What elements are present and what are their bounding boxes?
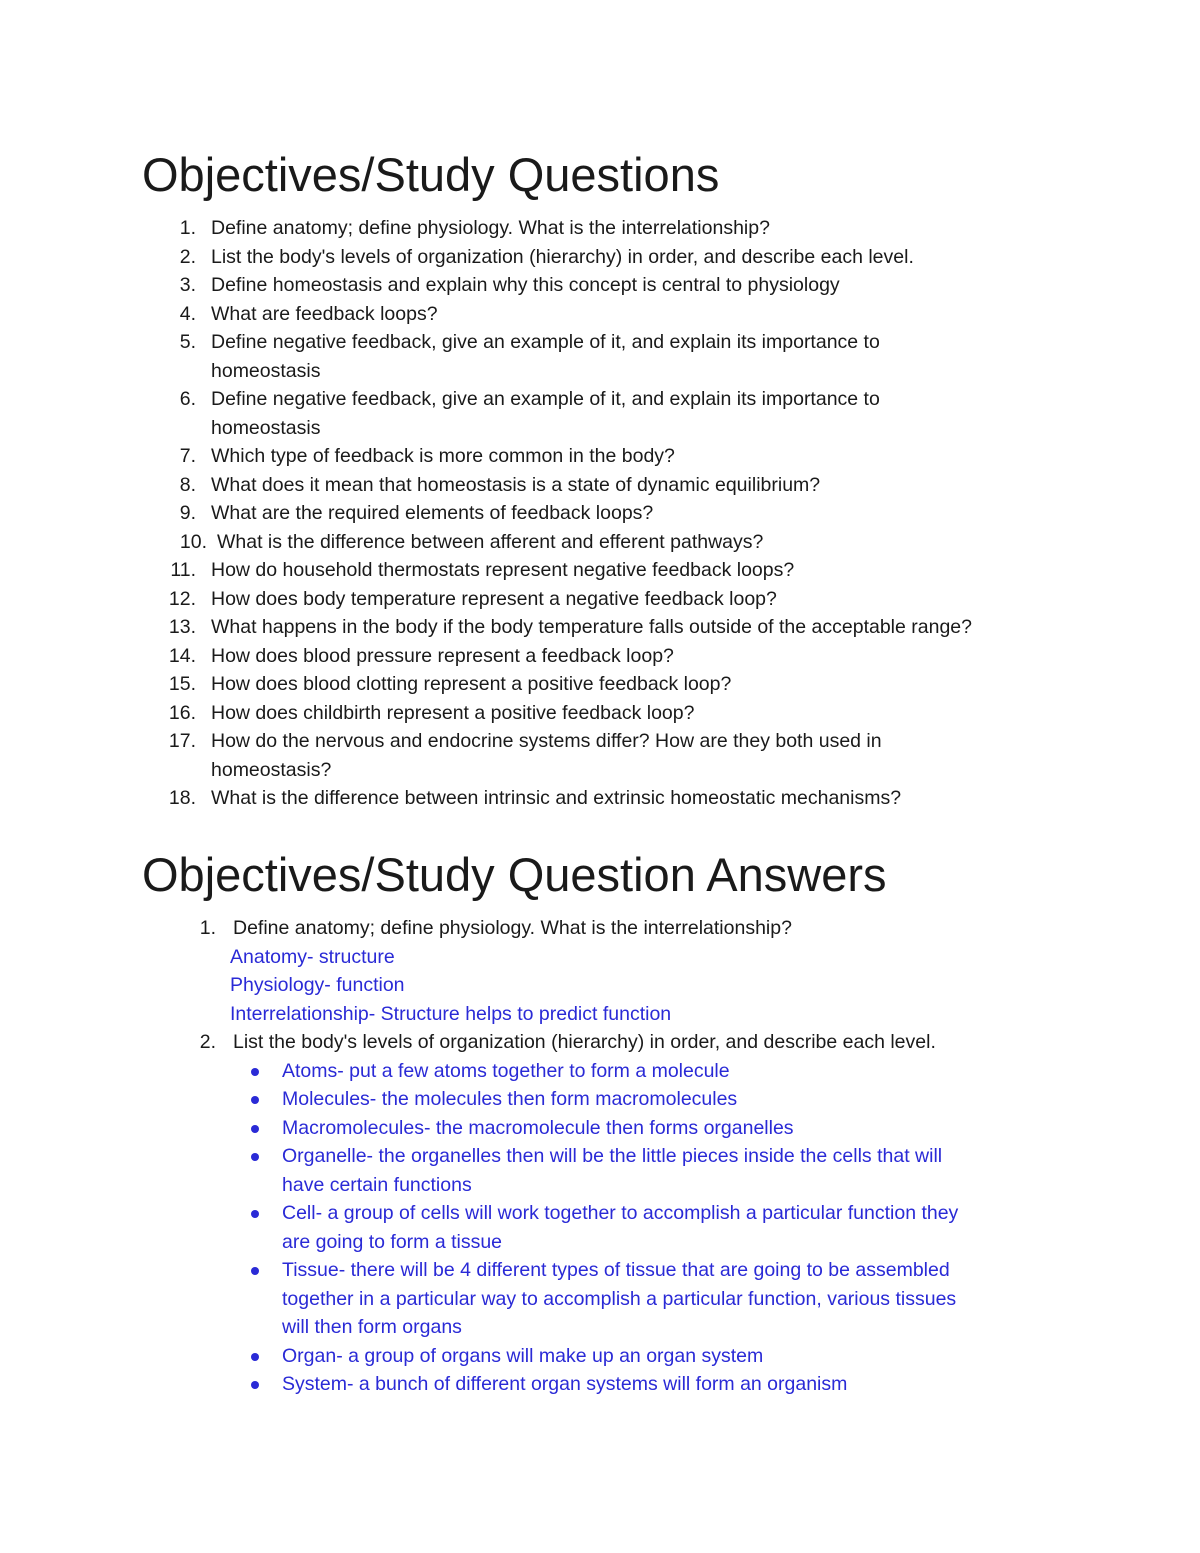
item-text: How does body temperature represent a negative feedback loop?	[211, 587, 777, 610]
list-item	[0, 699, 1200, 728]
list-item	[0, 585, 1200, 614]
bullet-dot-icon	[251, 1096, 259, 1104]
bullet-dot-icon	[251, 1068, 259, 1076]
item-number: 8.	[179, 473, 196, 496]
bullet-dot-icon	[251, 1381, 259, 1389]
item-text: homeostasis?	[211, 758, 332, 781]
item-text: What are feedback loops?	[211, 302, 438, 325]
item-number: 16.	[168, 701, 196, 724]
bullet-dot-icon	[251, 1210, 259, 1218]
item-number: 2.	[179, 245, 196, 268]
bullet-text: Atoms- put a few atoms together to form a molecule	[282, 1059, 730, 1082]
bullet-item	[0, 1057, 1200, 1086]
item-text: How does childbirth represent a positive feedback loop?	[211, 701, 695, 724]
bullet-dot-icon	[251, 1153, 259, 1161]
bullet-text: Organ- a group of organs will make up an organ system	[282, 1344, 764, 1367]
item-text: Define anatomy; define physiology. What is the interrelationship?	[211, 217, 770, 239]
bullet-item-continuation	[0, 1171, 1200, 1200]
bullet-item	[0, 1256, 1200, 1285]
list-item	[0, 528, 1200, 557]
item-number: 17.	[168, 730, 196, 752]
list-item	[0, 385, 1200, 414]
bullet-text: Cell- a group of cells will work together to accomplish a particular function they	[282, 1202, 959, 1224]
item-text: homeostasis	[211, 416, 321, 439]
answer-question-2	[0, 1028, 1200, 1057]
list-item	[0, 499, 1200, 528]
bullet-text: Macromolecules- the macromolecule then forms organelles	[282, 1116, 794, 1139]
answer-question-1	[0, 914, 1200, 943]
list-item	[0, 328, 1200, 357]
bullet-dot-icon	[251, 1125, 259, 1133]
item-text: homeostasis	[211, 359, 321, 382]
bullet-item	[0, 1199, 1200, 1228]
bullet-text: will then form organs	[282, 1316, 462, 1338]
list-item	[0, 442, 1200, 471]
answers-list	[0, 914, 1200, 1399]
list-item	[0, 556, 1200, 585]
item-text: What does it mean that homeostasis is a state of dynamic equilibrium?	[211, 473, 821, 496]
list-item-continuation	[0, 357, 1200, 386]
item-number: 3.	[179, 274, 196, 296]
bullet-item	[0, 1342, 1200, 1371]
questions-list	[0, 214, 1200, 813]
item-text: How does blood clotting represent a positive feedback loop?	[211, 673, 732, 695]
list-item	[0, 471, 1200, 500]
bullet-item	[0, 1114, 1200, 1143]
item-text: What is the difference between afferent and efferent pathways?	[217, 530, 764, 553]
answer-line	[0, 971, 1200, 1000]
list-item	[0, 642, 1200, 671]
item-text: Define negative feedback, give an example of it, and explain its importance to	[211, 331, 880, 353]
list-item	[0, 243, 1200, 272]
list-item	[0, 670, 1200, 699]
answer-line	[0, 1000, 1200, 1029]
list-item-continuation	[0, 414, 1200, 443]
answers-heading: Objectives/Study Question Answers	[142, 848, 887, 901]
list-item	[0, 613, 1200, 642]
bullet-dot-icon	[251, 1353, 259, 1361]
item-number: 11.	[170, 559, 196, 581]
questions-heading: Objectives/Study Questions	[142, 148, 720, 201]
item-text: How does blood pressure represent a feedback loop?	[211, 644, 674, 667]
item-text: Define homeostasis and explain why this concept is central to physiology	[211, 274, 840, 296]
list-item	[0, 727, 1200, 756]
item-number: 5.	[179, 331, 196, 353]
item-number: 1.	[199, 917, 216, 939]
bullet-text: have certain functions	[282, 1173, 472, 1196]
answer-text: Interrelationship- Structure helps to predict function	[230, 1002, 672, 1025]
bullet-item-continuation	[0, 1313, 1200, 1342]
item-number: 1.	[179, 217, 196, 239]
bullet-dot-icon	[251, 1267, 259, 1275]
bullet-text: are going to form a tissue	[282, 1230, 503, 1253]
list-item-continuation	[0, 756, 1200, 785]
item-text: How do the nervous and endocrine systems differ? How are they both used in	[211, 730, 882, 752]
bullet-text: Tissue- there will be 4 different types of tissue that are going to be assembled	[282, 1259, 950, 1281]
bullet-text: Organelle- the organelles then will be the little pieces inside the cells that will	[282, 1145, 943, 1167]
bullet-text: Molecules- the molecules then form macromolecules	[282, 1088, 738, 1110]
question-text: List the body's levels of organization (hierarchy) in order, and describe each level.	[233, 1031, 936, 1053]
answer-line	[0, 943, 1200, 972]
list-item	[0, 271, 1200, 300]
item-text: List the body's levels of organization (hierarchy) in order, and describe each level.	[211, 245, 914, 268]
item-number: 12.	[168, 587, 196, 610]
item-text: How do household thermostats represent negative feedback loops?	[211, 559, 795, 581]
item-number: 2.	[199, 1031, 216, 1053]
answer-text: Anatomy- structure	[230, 945, 395, 968]
item-text: What happens in the body if the body temperature falls outside of the acceptable range?	[211, 616, 972, 638]
item-number: 6.	[179, 388, 196, 410]
list-item	[0, 214, 1200, 243]
bullet-text: System- a bunch of different organ systems will form an organism	[282, 1373, 848, 1395]
bullet-item	[0, 1370, 1200, 1399]
answer-text: Physiology- function	[230, 974, 405, 996]
item-text: Which type of feedback is more common in the body?	[211, 445, 675, 467]
item-number: 7.	[179, 445, 196, 467]
item-text: Define negative feedback, give an example of it, and explain its importance to	[211, 388, 880, 410]
item-number: 10.	[179, 530, 207, 553]
list-item	[0, 784, 1200, 813]
item-number: 18.	[168, 787, 196, 809]
bullet-text: together in a particular way to accomplish a particular function, various tissues	[282, 1287, 957, 1310]
bullet-item-continuation	[0, 1285, 1200, 1314]
bullet-item	[0, 1142, 1200, 1171]
list-item	[0, 300, 1200, 329]
item-text: What is the difference between intrinsic and extrinsic homeostatic mechanisms?	[211, 787, 902, 809]
item-number: 4.	[179, 302, 196, 325]
item-number: 15.	[168, 673, 196, 695]
question-text: Define anatomy; define physiology. What is the interrelationship?	[233, 917, 792, 939]
bullet-item-continuation	[0, 1228, 1200, 1257]
bullet-item	[0, 1085, 1200, 1114]
item-number: 9.	[179, 502, 196, 524]
item-number: 14.	[168, 644, 196, 667]
item-number: 13.	[168, 616, 196, 638]
item-text: What are the required elements of feedback loops?	[211, 502, 654, 524]
